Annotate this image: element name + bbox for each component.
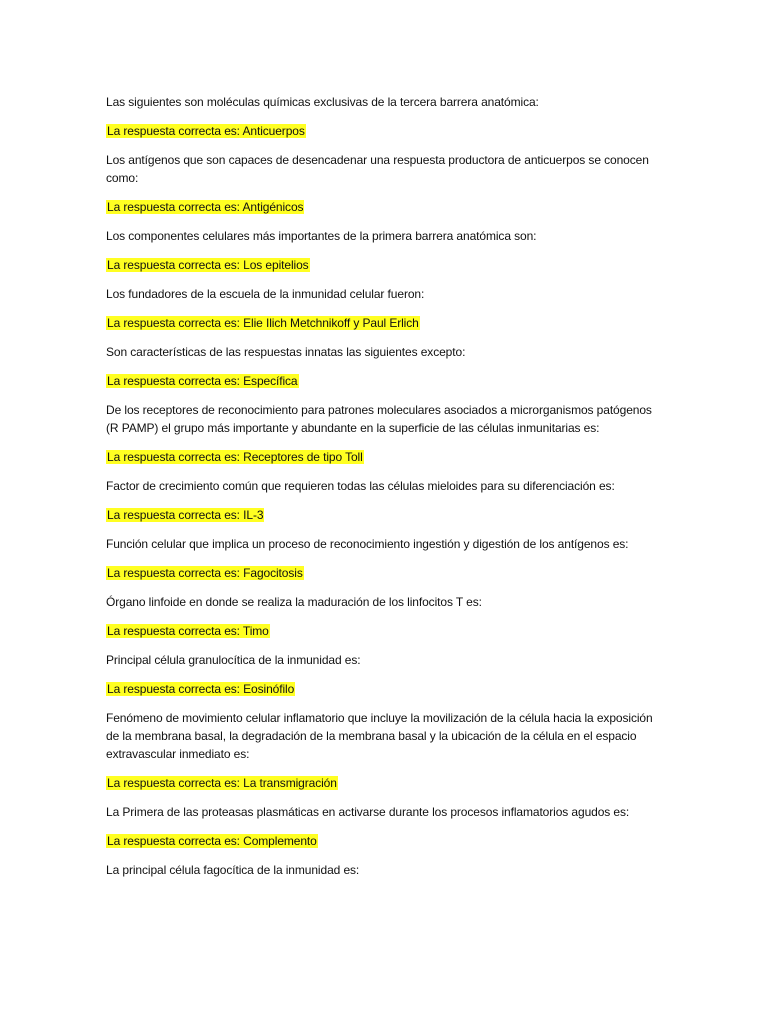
answer-1-highlight: La respuesta correcta es: Anticuerpos <box>107 124 305 138</box>
answer-11-highlight: La respuesta correcta es: La transmigración <box>107 776 337 790</box>
answer-5-highlight: La respuesta correcta es: Específica <box>107 374 298 388</box>
question-3: Los componentes celulares más importantes de la primera barrera anatómica son: <box>106 229 537 243</box>
answer-2 <box>106 198 666 216</box>
answer-2-highlight: La respuesta correcta es: Antigénicos <box>107 200 304 214</box>
question-5: Son características de las respuestas innatas las siguientes excepto: <box>106 345 466 359</box>
answer-7-highlight: La respuesta correcta es: IL-3 <box>107 508 264 522</box>
answer-9-highlight: La respuesta correcta es: Timo <box>107 624 269 638</box>
question-8: Función celular que implica un proceso de reconocimiento ingestión y digestión de los antígenos es: <box>106 537 629 551</box>
answer-6 <box>106 448 666 466</box>
answer-4 <box>106 314 666 332</box>
question-9: Órgano linfoide en donde se realiza la maduración de los linfocitos T es: <box>106 595 482 609</box>
document-page <box>106 93 666 890</box>
answer-9 <box>106 622 666 640</box>
question-2: Los antígenos que son capaces de desencadenar una respuesta productora de anticuerpos se conocen como: <box>106 153 649 185</box>
answer-12-highlight: La respuesta correcta es: Complemento <box>107 834 317 848</box>
answer-10 <box>106 680 666 698</box>
answer-8 <box>106 564 666 582</box>
question-4: Los fundadores de la escuela de la inmunidad celular fueron: <box>106 287 425 301</box>
answer-3 <box>106 256 666 274</box>
answer-4-highlight: La respuesta correcta es: Elie Ilich Metchnikoff y Paul Erlich <box>107 316 419 330</box>
question-6: De los receptores de reconocimiento para patrones moleculares asociados a microrganismos patógenos (R PAMP) el grupo más importante y abundante en la superficie de las células inmunitarias es: <box>106 403 652 435</box>
question-1: Las siguientes son moléculas químicas exclusivas de la tercera barrera anatómica: <box>106 95 539 109</box>
answer-3-highlight: La respuesta correcta es: Los epitelios <box>107 258 309 272</box>
question-7: Factor de crecimiento común que requieren todas las células mieloides para su diferenciación es: <box>106 479 615 493</box>
answer-7 <box>106 506 666 524</box>
question-12: La Primera de las proteasas plasmáticas en activarse durante los procesos inflamatorios agudos es: <box>106 805 630 819</box>
question-10: Principal célula granulocítica de la inmunidad es: <box>106 653 361 667</box>
answer-8-highlight: La respuesta correcta es: Fagocitosis <box>107 566 303 580</box>
question-11: Fenómeno de movimiento celular inflamatorio que incluye la movilización de la célula hacia la exposición de la membrana basal, la degradación de la membrana basal y la ubicación de la célula en el espacio extravascular inmediato es: <box>106 711 653 761</box>
answer-5 <box>106 372 666 390</box>
answer-12 <box>106 832 666 850</box>
answer-10-highlight: La respuesta correcta es: Eosinófilo <box>107 682 295 696</box>
answer-6-highlight: La respuesta correcta es: Receptores de tipo Toll <box>107 450 363 464</box>
answer-1 <box>106 122 666 140</box>
answer-11 <box>106 774 666 792</box>
question-13: La principal célula fagocítica de la inmunidad es: <box>106 863 360 877</box>
